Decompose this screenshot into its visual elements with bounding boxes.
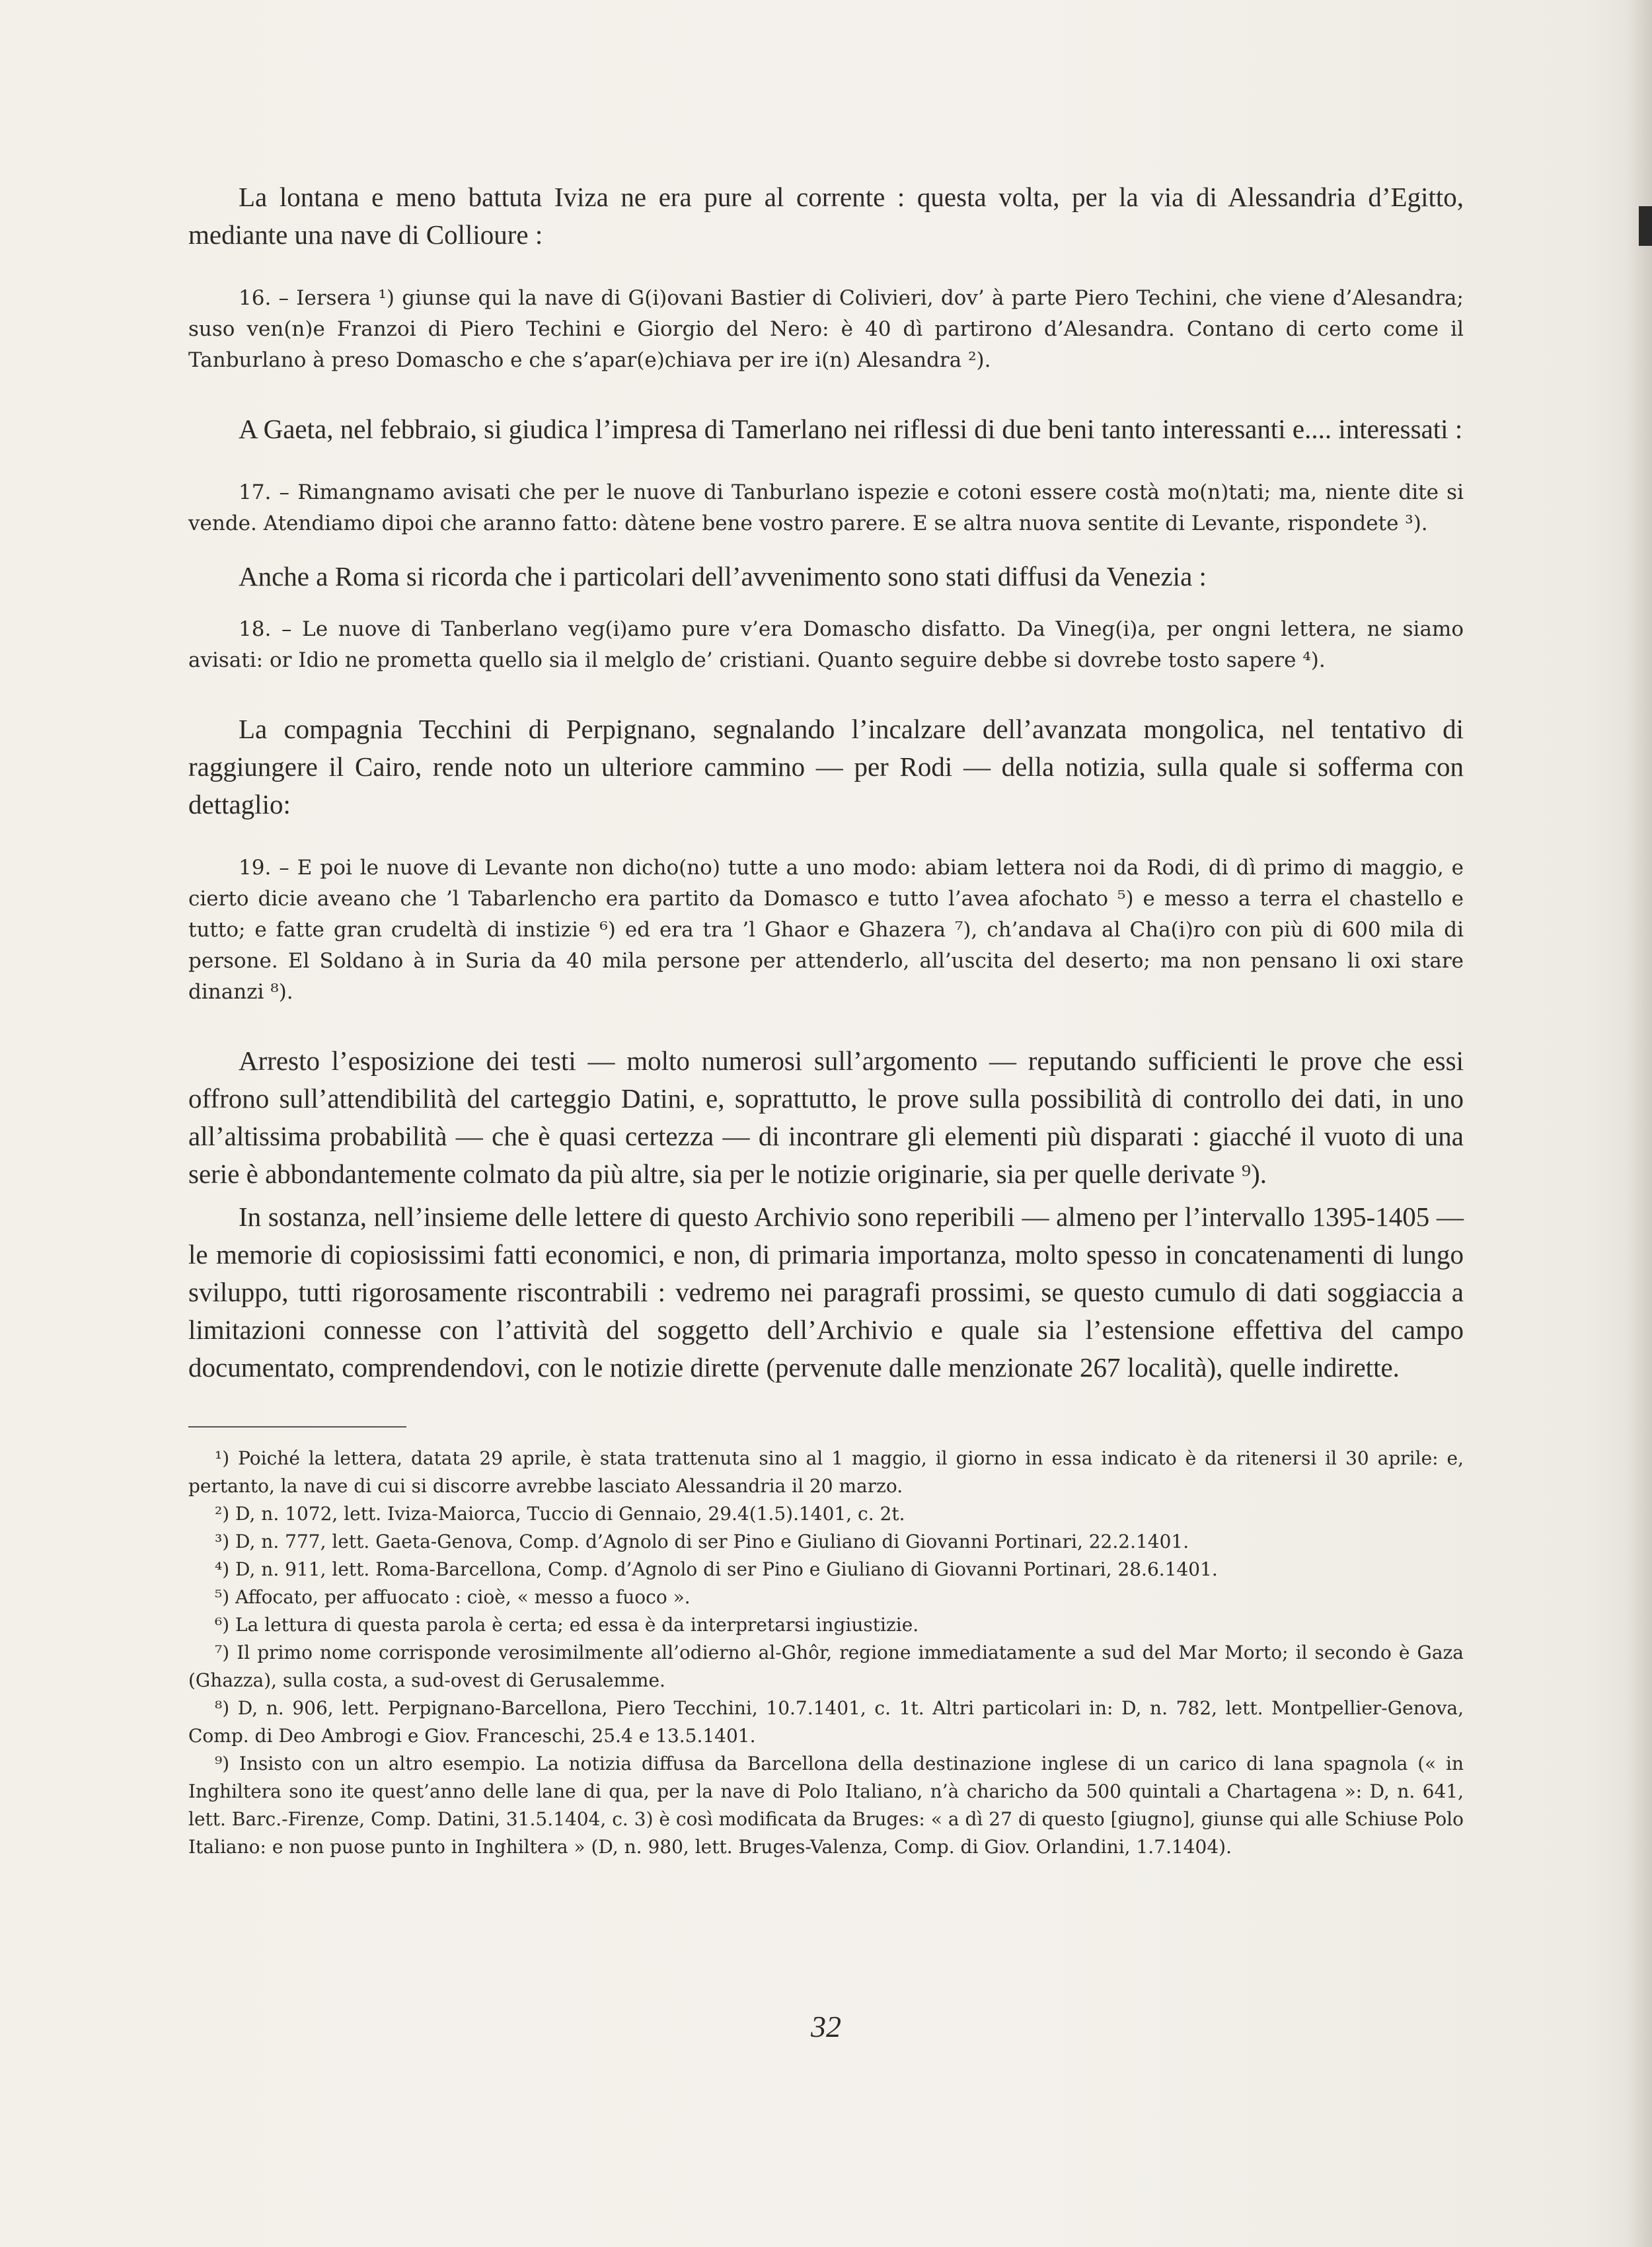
- paragraph-roma: Anche a Roma si ricorda che i particolari dell’avvenimento sono stati diffusi da Venezia :: [239, 561, 1207, 591]
- footnotes: [188, 1445, 1464, 1861]
- footnote-9: ⁹) Insisto con un altro esempio. La notizia diffusa da Barcellona della destinazione inglese di un carico di lana spagnola (« in Inghiltera sono ite quest’anno delle lane di qua, per la nave di Polo Italiano, n’à charicho da 500 quintali a Chartagena »: D, n. 641, lett. Barc.-Firenze, Comp. Datini, 31.5.1404, c. 3) è così modificata da Bruges: « a dì 27 di questo [giugno], giunse qui alle Schiuse Polo Italiano: e non puose punto in Inghiltera » (D, n. 980, lett. Bruges-Valenza, Comp. di Giov. Orlandini, 1.7.1404).: [188, 1753, 1464, 1858]
- footnote-separator: [188, 1426, 406, 1428]
- footnote-7: ⁷) Il primo nome corrisponde verosimilmente all’odierno al-Ghôr, regione immediatamente a sud del Mar Morto; il secondo è Gaza (Ghazza), sulla costa, a sud-ovest di Gerusalemme.: [188, 1642, 1464, 1691]
- paragraph-iviza: La lontana e meno battuta Iviza ne era pure al corrente : questa volta, per la via di Alessandria d’Egitto, mediante una nave di Collioure :: [188, 182, 1464, 250]
- footnote-2: ²) D, n. 1072, lett. Iviza-Maiorca, Tuccio di Gennaio, 29.4(1.5).1401, c. 2t.: [215, 1503, 905, 1525]
- paragraph-perpignano: La compagnia Tecchini di Perpignano, segnalando l’incalzare dell’avanzata mongolica, nel tentativo di raggiungere il Cairo, rende noto un ulteriore cammino — per Rodi — della notizia, sulla quale si sofferma con dettaglio:: [188, 714, 1464, 819]
- footnote-5: ⁵) Affocato, per affuocato : cioè, « messo a fuoco ».: [215, 1586, 691, 1608]
- quote-19: 19. – E poi le nuove di Levante non dicho(no) tutte a uno modo: abiam lettera noi da Rodi, di dì primo di maggio, e cierto dicie aveano che ’l Tabarlencho era partito da Domasco e tutto l’avea afochato ⁵) e messo a terra el chastello e tutto; e fatte gran crudeltà di instizie ⁶) ed era tra ’l Ghaor e Ghazera ⁷), ch’andava al Cha(i)ro con più di 600 mila di persone. El Soldano à in Suria da 40 mila persone per attenderlo, all’uscita del deserto; ma non pensano li oxi stare dinanzi ⁸).: [188, 856, 1464, 1004]
- page-number: 32: [811, 2010, 841, 2043]
- footnote-1: ¹) Poiché la lettera, datata 29 aprile, è stata trattenuta sino al 1 maggio, il giorno in essa indicato è da ritenersi il 30 aprile: e, pertanto, la nave di cui si discorre avrebbe lasciato Alessandria il 20 marzo.: [188, 1447, 1464, 1497]
- footnote-3: ³) D, n. 777, lett. Gaeta-Genova, Comp. d’Agnolo di ser Pino e Giuliano di Giovanni Portinari, 22.2.1401.: [215, 1531, 1189, 1552]
- footnote-6: ⁶) La lettura di questa parola è certa; ed essa è da interpretarsi ingiustizie.: [215, 1614, 919, 1636]
- footnote-8: ⁸) D, n. 906, lett. Perpignano-Barcellona, Piero Tecchini, 10.7.1401, c. 1t. Altri particolari in: D, n. 782, lett. Montpellier-Genova, Comp. di Deo Ambrogi e Giov. Franceschi, 25.4 e 13.5.1401.: [188, 1697, 1464, 1747]
- page-body: [188, 178, 1464, 1861]
- paragraph-in-sostanza: In sostanza, nell’insieme delle lettere di questo Archivio sono reperibili — almeno per l’intervallo 1395-1405 — le memorie di copiosissimi fatti economici, e non, di primaria importanza, molto spesso in concatenamenti di lungo sviluppo, tutti rigorosamente riscontrabili : vedremo nei paragrafi prossimi, se questo cumulo di dati soggiaccia a limitazioni connesse con l’attività del soggetto dell’Archivio e quale sia l’estensione effettiva del campo documentato, comprendendovi, con le notizie dirette (pervenute dalle menzionate 267 località), quelle indirette.: [188, 1201, 1464, 1383]
- page-fold-shadow: [1626, 0, 1652, 2247]
- quote-16: 16. – Iersera ¹) giunse qui la nave di G(i)ovani Bastier di Colivieri, dov’ à parte Piero Techini, che viene d’Alesandra; suso ven(n)e Franzoi di Piero Techini e Giorgio del Nero: è 40 dì partirono d’Alesandra. Contano di certo come il Tanburlano à preso Domascho e che s’apar(e)chiava per ire i(n) Alesandra ²).: [188, 286, 1464, 372]
- edge-tab-marker: [1639, 206, 1652, 246]
- paragraph-arresto: Arresto l’esposizione dei testi — molto numerosi sull’argomento — reputando sufficienti le prove che essi offrono sull’attendibilità del carteggio Datini, e, soprattutto, le prove sulla possibilità di controllo dei dati, in uno all’altissima probabilità — che è quasi certezza — di incontrare gli elementi più disparati : giacché il vuoto di una serie è abbondantemente colmato da più altre, sia per le notizie originarie, sia per quelle derivate ⁹).: [188, 1046, 1464, 1189]
- quote-18: 18. – Le nuove di Tanberlano veg(i)amo pure v’era Domascho disfatto. Da Vineg(i)a, per ongni lettera, ne siamo avisati: or Idio ne prometta quello sia il melglo de’ cristiani. Quanto seguire debbe si dovrebe tosto sapere ⁴).: [188, 617, 1464, 672]
- paragraph-gaeta: A Gaeta, nel febbraio, si giudica l’impresa di Tamerlano nei riflessi di due beni tanto interessanti e.... interessati :: [239, 414, 1463, 444]
- quote-17: 17. – Rimangnamo avisati che per le nuove di Tanburlano ispezie e cotoni essere costà mo(n)tati; ma, niente dite si vende. Atendiamo dipoi che aranno fatto: dàtene bene vostro parere. E se altra nuova sentite di Levante, rispondete ³).: [188, 480, 1464, 535]
- footnote-4: ⁴) D, n. 911, lett. Roma-Barcellona, Comp. d’Agnolo di ser Pino e Giuliano di Giovanni Portinari, 28.6.1401.: [215, 1558, 1218, 1580]
